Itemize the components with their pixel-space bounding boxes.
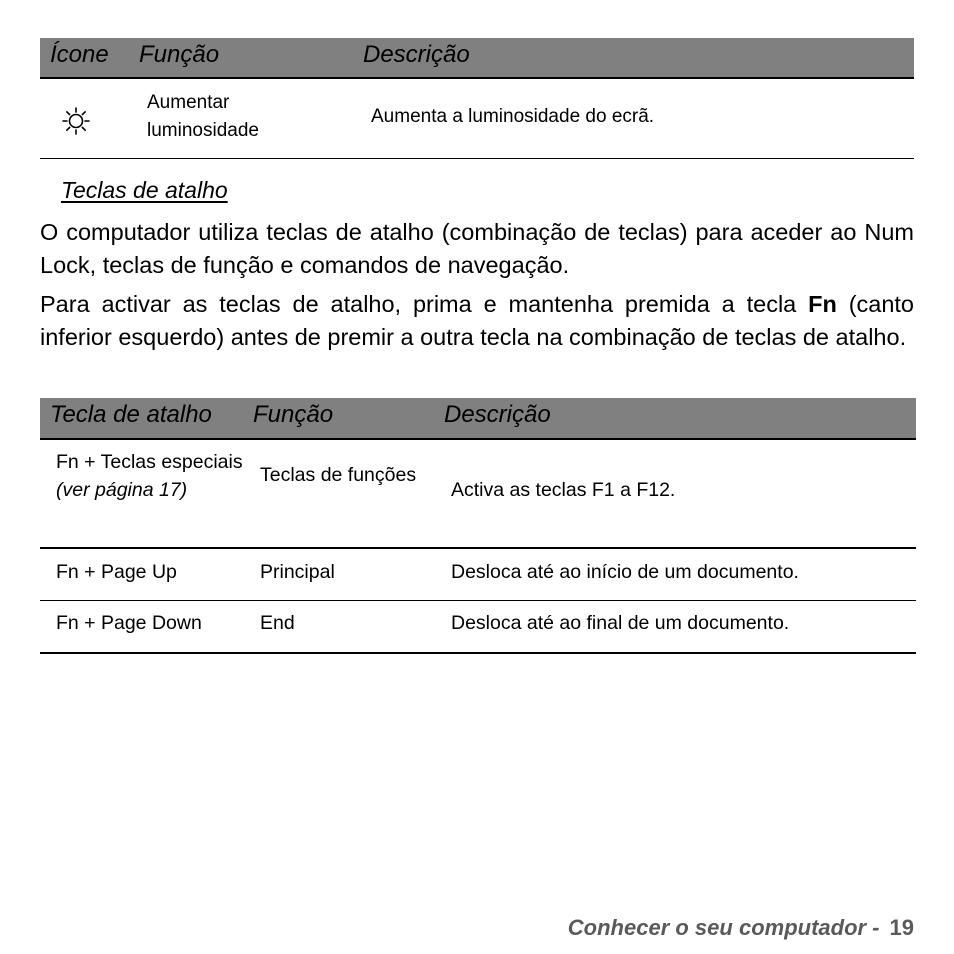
header-icon: Ícone	[50, 41, 109, 68]
header-description: Descrição	[363, 41, 470, 68]
header-hotkey: Tecla de atalho	[50, 401, 212, 428]
row-function: Principal	[260, 561, 335, 583]
hotkey-table	[40, 398, 916, 654]
row-description: Aumenta a luminosidade do ecrã.	[371, 106, 655, 127]
row-function: Teclas de funções	[260, 464, 417, 486]
row-hotkey: Fn + Page Down	[56, 612, 202, 634]
paragraph-text: (canto inferior esquerdo) antes de premir a outra tecla na combinação de teclas de atalho.	[40, 291, 915, 350]
icon-table	[40, 38, 914, 159]
header-function: Função	[253, 401, 334, 428]
hotkey-table-header	[40, 398, 916, 440]
fn-key-label: Fn	[808, 291, 837, 317]
icon-table-header	[40, 38, 914, 79]
page-footer	[568, 915, 914, 941]
row-description: Activa as teclas F1 a F12.	[451, 479, 676, 501]
table-row	[40, 79, 914, 159]
section-heading: Teclas de atalho	[61, 177, 228, 203]
paragraph-intro: O computador utiliza teclas de atalho (combinação de teclas) para aceder ao Num Lock, teclas de função e comandos de navegação.	[40, 219, 914, 278]
header-function: Função	[139, 41, 220, 68]
row-description: Desloca até ao início de um documento.	[451, 561, 799, 583]
table-row	[40, 601, 916, 654]
row-function: Aumentar luminosidade	[147, 92, 259, 141]
row-description: Desloca até ao final de um documento.	[451, 612, 790, 634]
header-description: Descrição	[444, 401, 551, 428]
row-hotkey: Fn + Page Up	[56, 561, 177, 583]
page-reference-link[interactable]: (ver página 17)	[56, 479, 188, 501]
footer-section-title: Conhecer o seu computador -	[567, 915, 880, 940]
row-function: End	[260, 612, 295, 634]
table-row	[40, 440, 916, 549]
brightness-sun-icon	[60, 105, 100, 137]
page-number: 19	[889, 915, 914, 940]
table-row	[40, 549, 916, 601]
hotkey-text: Fn + Teclas especiais	[56, 451, 243, 473]
row-hotkey	[56, 448, 246, 504]
paragraph-instructions	[40, 288, 914, 354]
paragraph-text: Para activar as teclas de atalho, prima e mantenha premida a tecla	[40, 291, 809, 317]
